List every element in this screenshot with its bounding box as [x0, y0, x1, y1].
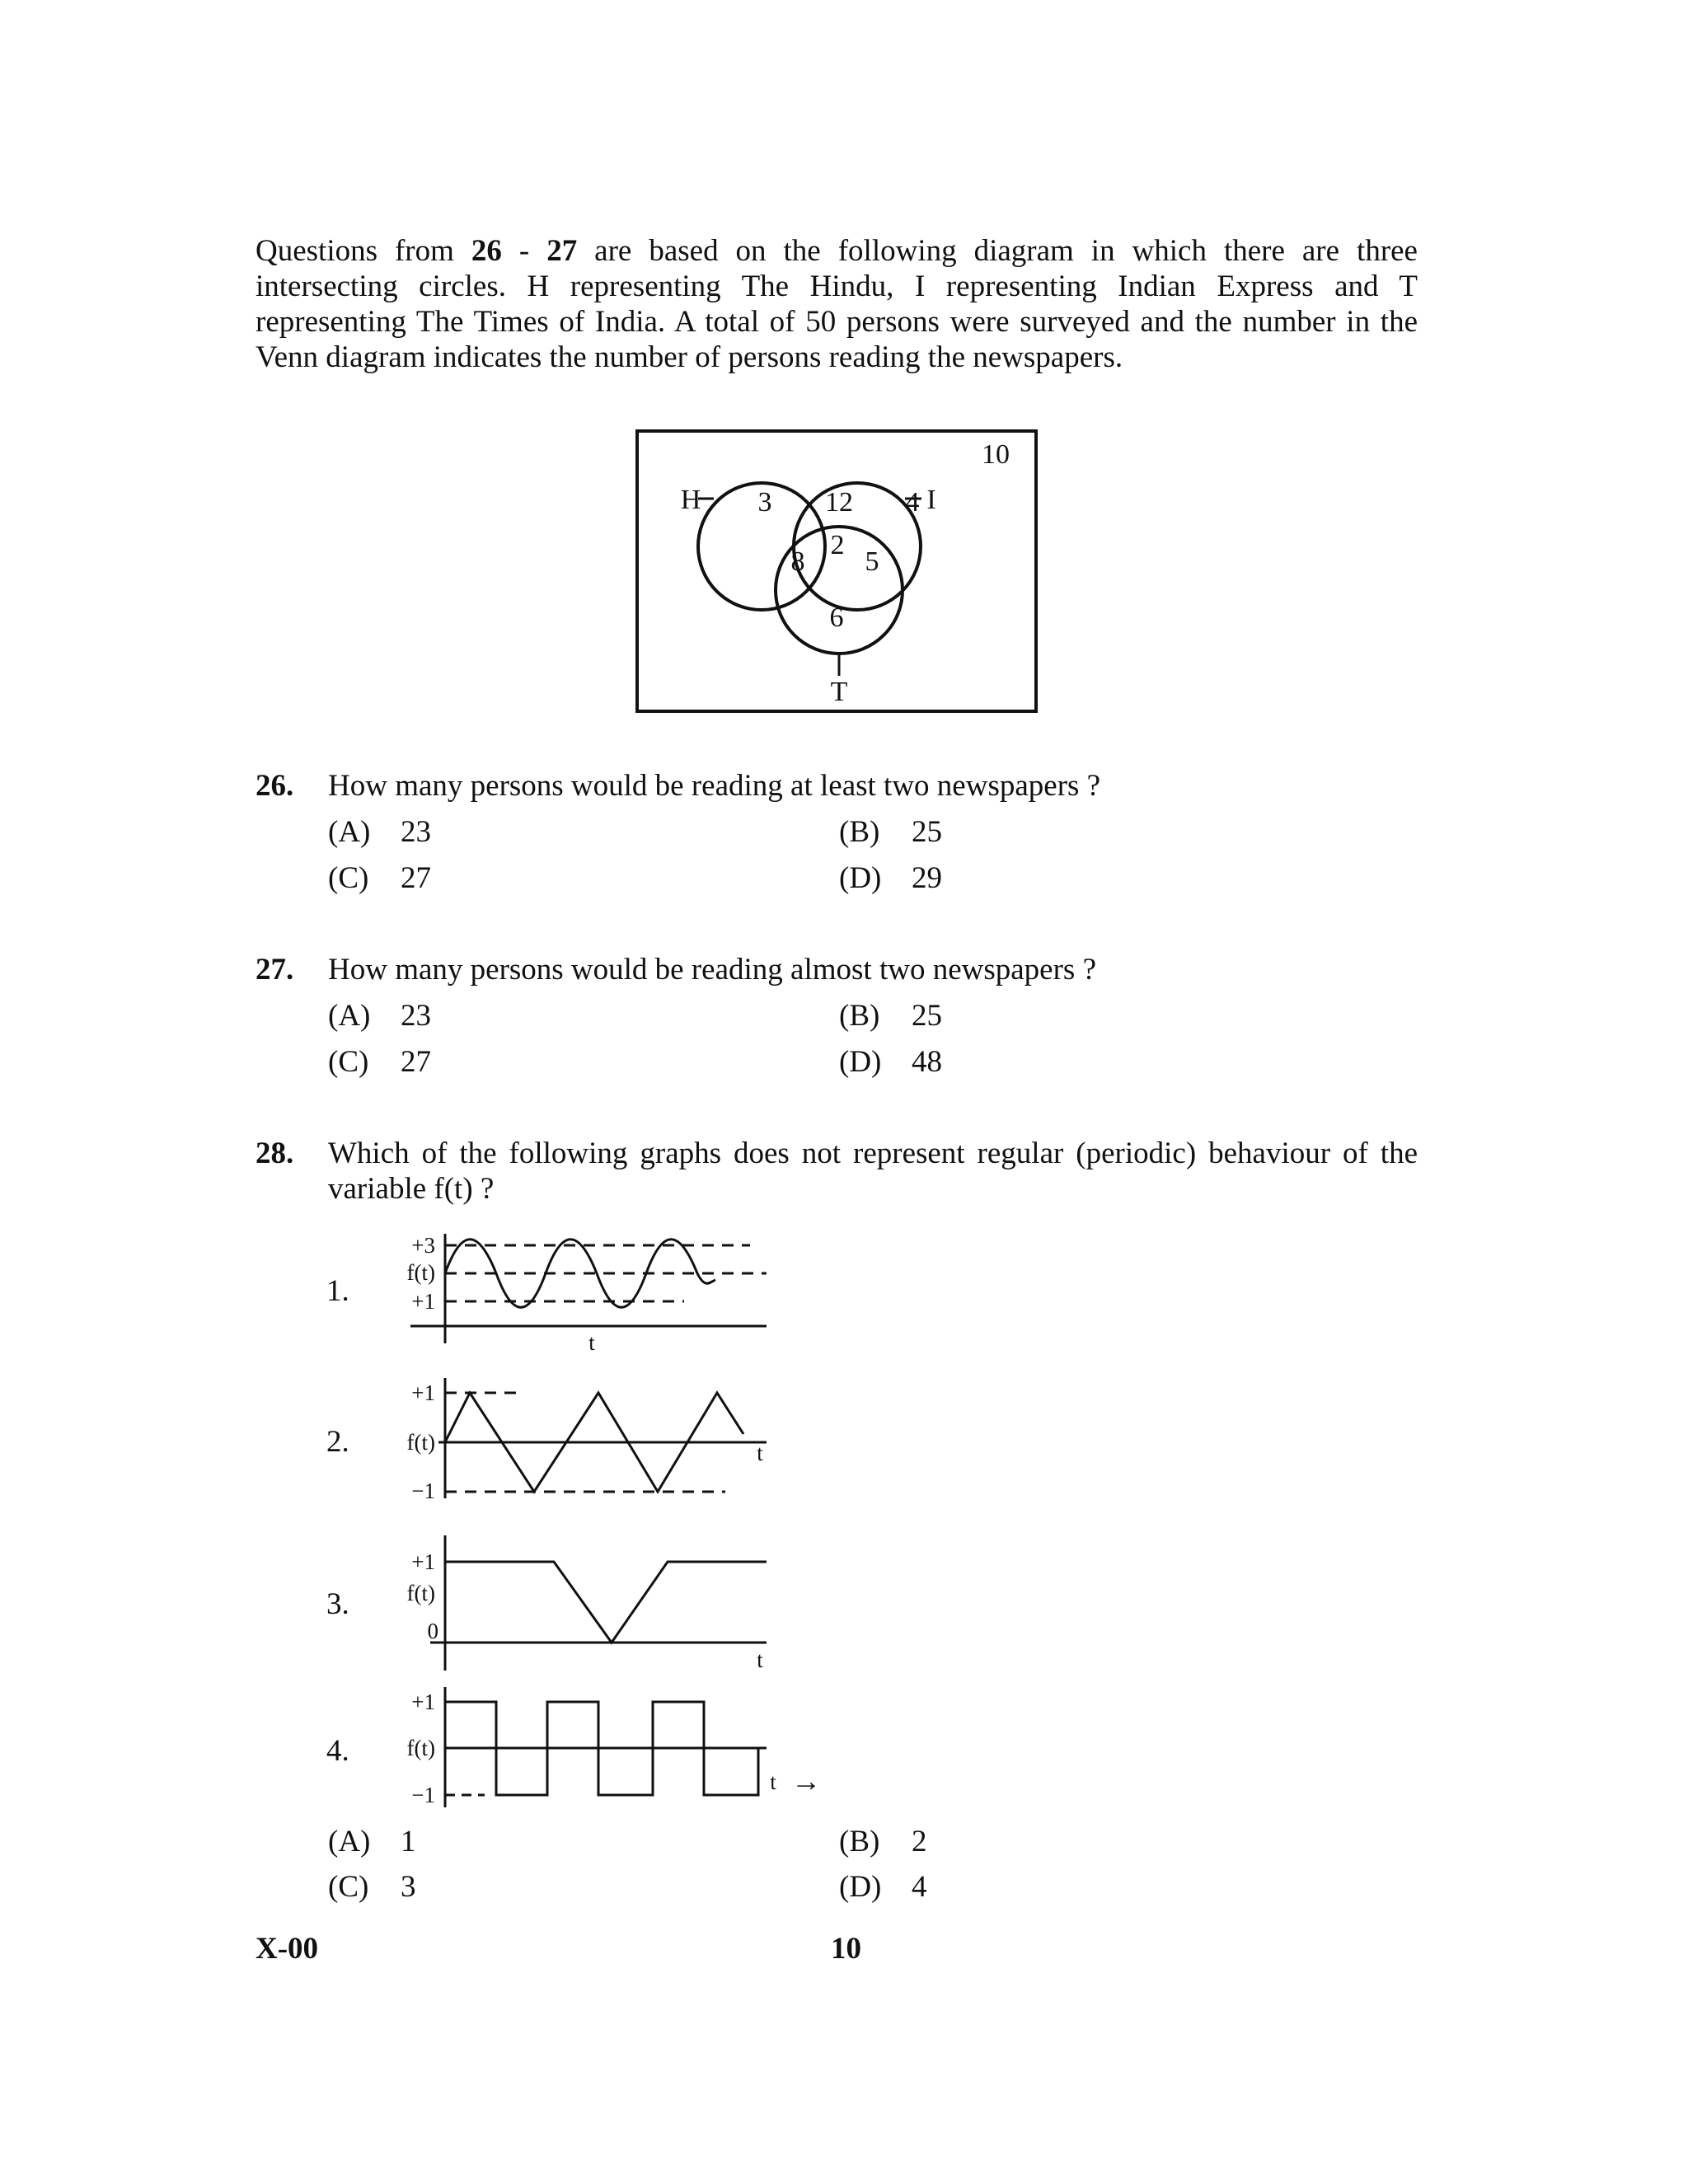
q28-option-d[interactable] — [839, 1869, 927, 1905]
graph-4 — [387, 1677, 849, 1809]
graph-2-top-label: +1 — [411, 1380, 435, 1405]
option-letter: (A) — [328, 815, 371, 849]
graph-3 — [387, 1529, 775, 1681]
option-letter: (B) — [839, 1825, 880, 1858]
option-value: 23 — [401, 815, 431, 849]
intro-text-1: Questions from — [256, 234, 471, 268]
q26-option-a[interactable] — [328, 814, 431, 850]
option-letter: (C) — [328, 861, 369, 895]
option-letter: (B) — [839, 999, 880, 1033]
arrow-right-icon: → — [791, 1765, 821, 1797]
option-value: 29 — [912, 861, 942, 895]
graph-3-number: 3. — [326, 1587, 349, 1621]
option-value: 2 — [912, 1825, 927, 1858]
option-value: 25 — [912, 815, 942, 849]
graph-3-axis-label: t — [757, 1647, 763, 1672]
venn-i-only: 4 — [905, 487, 920, 518]
q28-text: Which of the following graphs does not represent regular (periodic) behaviour of the variable f(t) ? — [328, 1137, 1418, 1206]
venn-hit: 2 — [830, 530, 845, 560]
graph-3-bottom-label: 0 — [427, 1619, 438, 1643]
graph-1-axis-label: t — [588, 1330, 595, 1355]
q26-option-d[interactable] — [839, 860, 942, 896]
footer-code: X-00 — [256, 1932, 319, 1966]
graph-4-top-label: +1 — [411, 1690, 435, 1714]
venn-ht: 8 — [790, 546, 805, 577]
q27-option-a[interactable] — [328, 998, 431, 1033]
q26-number: 26. — [256, 769, 294, 803]
graph-2-mid-label: f(t) — [406, 1430, 435, 1455]
graph-1-mid-label: f(t) — [406, 1260, 435, 1285]
option-letter: (D) — [839, 1045, 882, 1079]
graph-4-bottom-label: −1 — [411, 1783, 435, 1807]
option-value: 25 — [912, 999, 942, 1033]
q28-option-b[interactable] — [839, 1824, 927, 1859]
option-letter: (A) — [328, 1825, 371, 1858]
graph-4-number: 4. — [326, 1734, 349, 1768]
graph-2-number: 2. — [326, 1425, 349, 1459]
graph-3-top-label: +1 — [411, 1549, 435, 1574]
venn-t-only: 6 — [829, 602, 844, 633]
graph-2-bottom-label: −1 — [411, 1479, 435, 1500]
option-value: 1 — [401, 1825, 416, 1858]
intro-q-start: 26 — [471, 234, 502, 268]
q27-option-b[interactable] — [839, 998, 942, 1033]
intro-text-2: are based on the following diagram in which there are three intersecting circles. H representing The Hindu, I representing Indian Express and T representing The Times of India. A total of 50 persons were surveyed and the number in the Venn diagram indicates the number of persons reading the newspapers. — [256, 234, 1418, 374]
q27-option-d[interactable] — [839, 1044, 942, 1080]
option-value: 48 — [912, 1045, 942, 1079]
q28-number: 28. — [256, 1137, 294, 1170]
q26-option-c[interactable] — [328, 860, 431, 896]
option-letter: (B) — [839, 815, 880, 849]
venn-outside: 10 — [982, 439, 1010, 470]
intro-dash: - — [501, 234, 547, 268]
graph-4-mid-label: f(t) — [406, 1736, 435, 1760]
q26-option-b[interactable] — [839, 814, 942, 850]
option-value: 23 — [401, 999, 431, 1033]
option-letter: (D) — [839, 1870, 882, 1904]
venn-label-i: I — [926, 485, 936, 515]
graph-1-number: 1. — [326, 1274, 349, 1308]
graph-2-axis-label: t — [757, 1441, 763, 1465]
venn-hi: 12 — [825, 487, 853, 518]
q28-option-c[interactable] — [328, 1869, 416, 1905]
graph-3-v-curve — [445, 1562, 767, 1643]
venn-diagram — [635, 429, 1039, 717]
graph-4-axis-label: t — [770, 1769, 776, 1794]
venn-label-t: T — [830, 677, 848, 707]
option-value: 3 — [401, 1870, 416, 1904]
q26-text: How many persons would be reading at least two newspapers ? — [328, 769, 1101, 803]
graph-1 — [387, 1224, 775, 1356]
graph-3-mid-label: f(t) — [406, 1581, 435, 1605]
graph-1-top-label: +3 — [411, 1233, 435, 1258]
option-value: 27 — [401, 1045, 431, 1079]
option-value: 27 — [401, 861, 431, 895]
venn-it: 5 — [865, 546, 879, 577]
q27-number: 27. — [256, 953, 294, 987]
graph-1-bottom-label: +1 — [411, 1289, 435, 1314]
intro-paragraph — [256, 233, 1418, 375]
option-letter: (C) — [328, 1045, 369, 1079]
q28-option-a[interactable] — [328, 1824, 416, 1859]
graph-2 — [387, 1368, 775, 1500]
q27-option-c[interactable] — [328, 1044, 431, 1080]
venn-frame — [637, 431, 1036, 711]
option-value: 4 — [912, 1870, 927, 1904]
q27-text: How many persons would be reading almost two newspapers ? — [328, 953, 1096, 987]
intro-q-end: 27 — [546, 234, 578, 268]
venn-h-only: 3 — [757, 487, 772, 518]
venn-label-h: H — [680, 485, 701, 515]
page-number: 10 — [831, 1932, 861, 1966]
option-letter: (A) — [328, 999, 371, 1033]
option-letter: (D) — [839, 861, 882, 895]
option-letter: (C) — [328, 1870, 369, 1904]
